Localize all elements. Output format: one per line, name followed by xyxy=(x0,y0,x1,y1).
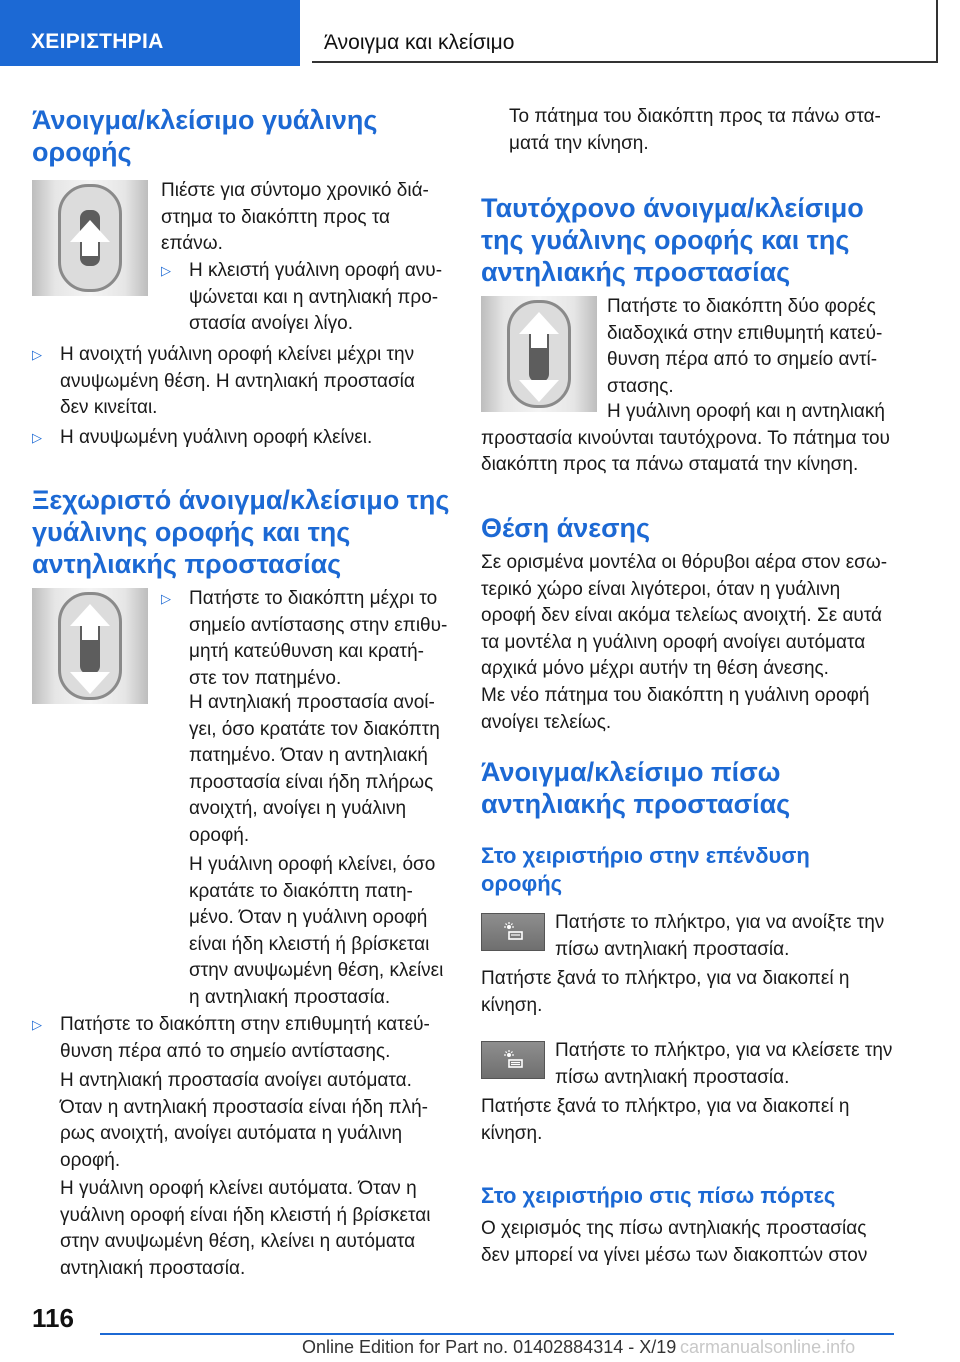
paragraph-rear-doors: Ο χειρισμός της πίσω αντηλιακής προστασίας δεν μπορεί να γίνει μέσω των διακοπτών στον xyxy=(481,1218,868,1266)
paragraph-press-again-fully-open: Με νέο πάτημα του διακόπτη η γυάλινη οροφή ανοίγει τελείως. xyxy=(481,685,870,733)
sunshade-close-icon xyxy=(502,1048,526,1072)
bullet-raised-roof-closes: Η ανυψωμένη γυάλινη οροφή κλείνει. xyxy=(60,427,373,448)
bullet-press-beyond-resistance: Πατήστε το διακόπτη στην επιθυμητή κατεύ- θυνση πέρα από το σημείο αντίστασης. xyxy=(60,1014,430,1062)
heading-simultaneous-open-close: Ταυτόχρονο άνοιγμα/κλείσιμο της γυάλινης οροφής και της αντηλιακής προστασίας xyxy=(481,193,864,287)
rear-sunshade-open-button-image xyxy=(481,913,545,951)
paragraph-press-again-stop-1: Πατήστε ξανά το πλήκτρο, για να διακοπεί η κίνηση. xyxy=(481,968,850,1016)
paragraph-glass-roof-auto-closes: Η γυάλινη οροφή κλείνει αυτόματα. Όταν η γυάλινη οροφή είναι ήδη κλειστή ή βρίσκεται στην ανυψωμένη θέση, κλείνει η αυτόματα αντηλιακή προστασία. xyxy=(60,1178,431,1279)
paragraph-press-twice: Πατήστε το διακόπτη δύο φορές διαδοχικά στην επιθυμητή κατεύ- θυνση πέρα από το σημείο αντί- στασης. xyxy=(607,296,883,397)
paragraph-sunshade-auto-opens: Η αντηλιακή προστασία ανοίγει αυτόματα. Όταν η αντηλιακή προστασία είναι ήδη πλή- ρως ανοιχτή, ανοίγει αυτόματα η γυάλινη οροφή. xyxy=(60,1070,428,1171)
heading-rear-sunshade: Άνοιγμα/κλείσιμο πίσω αντηλιακής προστασίας xyxy=(481,757,791,819)
bullet-press-to-resistance: Πατήστε το διακόπτη μέχρι το σημείο αντίστασης στην επιθυ- μητή κατεύθυνση και κρατή- στε τον πατημένο. xyxy=(189,588,448,689)
roof-switch-image-updown xyxy=(32,588,148,704)
paragraph-wind-noise: Σε ορισμένα μοντέλα οι θόρυβοι αέρα στον εσω- τερικό χώρο είναι λιγότεροι, όταν η γυάλινη οροφή δεν είναι ακόμα τελείως ανοιχτή. Σε αυτά τα μοντέλα η γυάλινη οροφή ανοίγει αυτόματα αρχικά μόνο μέχρι αυτήν τη θέση άνεσης. xyxy=(481,552,888,679)
section-header xyxy=(312,0,938,63)
footer-divider xyxy=(100,1333,894,1335)
paragraph-move-simultaneously: Η γυάλινη οροφή και η αντηλιακή προστασία κινούνται ταυτόχρονα. Το πάτημα του διακόπτη προς τα πάνω σταματά την κίνηση. xyxy=(481,401,890,475)
page-header xyxy=(0,0,960,66)
bullet-closed-roof-raises: Η κλειστή γυάλινη οροφή ανυ- ψώνεται και η αντηλιακή προ- στασία ανοίγει λίγο. xyxy=(189,260,443,334)
edition-info: Online Edition for Part no. 01402884314 - X/19 xyxy=(302,1337,677,1357)
paragraph-press-up-stops: Το πάτημα του διακόπτη προς τα πάνω στα- ματά την κίνηση. xyxy=(509,106,881,154)
heading-roof-control: Στο χειριστήριο στην επένδυση οροφής xyxy=(481,843,810,896)
chapter-tab xyxy=(0,0,300,66)
bullet-triangle-icon: ▷ xyxy=(161,591,171,606)
watermark: carmanualsonline.info xyxy=(680,1337,856,1357)
section-title: Άνοιγμα και κλείσιμο xyxy=(324,31,515,54)
sunshade-open-icon xyxy=(502,920,526,944)
paragraph-press-again-stop-2: Πατήστε ξανά το πλήκτρο, για να διακοπεί η κίνηση. xyxy=(481,1096,850,1144)
roof-switch-image-double xyxy=(481,296,597,412)
rear-sunshade-close-button-image xyxy=(481,1041,545,1079)
chapter-title: ΧΕΙΡΙΣΤΗΡΙΑ xyxy=(31,30,164,53)
paragraph-glass-roof-closes: Η γυάλινη οροφή κλείνει, όσο κρατάτε το διακόπτη πατη- μένο. Όταν η γυάλινη οροφή είναι ήδη κλειστή ή βρίσκεται στην ανυψωμένη θέση, κλείνει η αντηλιακή προστασία. xyxy=(189,854,444,1008)
page-number: 116 xyxy=(32,1303,74,1333)
paragraph-press-briefly: Πιέστε για σύντομο χρονικό διά- στημα το διακόπτη προς τα επάνω. xyxy=(161,180,429,254)
bullet-open-roof-closes: Η ανοιχτή γυάλινη οροφή κλείνει μέχρι την ανυψωμένη θέση. Η αντηλιακή προστασία δεν κινείται. xyxy=(60,344,415,418)
heading-open-close-glass-roof: Άνοιγμα/κλείσιμο γυάλινης οροφής xyxy=(32,105,378,167)
heading-separate-open-close: Ξεχωριστό άνοιγμα/κλείσιμο της γυάλινης οροφής και της αντηλιακής προστασίας xyxy=(32,485,450,579)
bullet-triangle-icon: ▷ xyxy=(32,1017,42,1032)
bullet-triangle-icon: ▷ xyxy=(161,263,171,278)
paragraph-press-to-close-rear: Πατήστε το πλήκτρο, για να κλείσετε την πίσω αντηλιακή προστασία. xyxy=(555,1040,893,1088)
paragraph-sunshade-opens: Η αντηλιακή προστασία ανοί- γει, όσο κρατάτε τον διακόπτη πατημένο. Όταν η αντηλιακή προστασία είναι ήδη πλήρως ανοιχτή, ανοίγει η γυάλινη οροφή. xyxy=(189,692,440,846)
bullet-triangle-icon: ▷ xyxy=(32,430,42,445)
roof-switch-image xyxy=(32,180,148,296)
heading-rear-doors-control: Στο χειριστήριο στις πίσω πόρτες xyxy=(481,1183,836,1208)
heading-comfort-position: Θέση άνεσης xyxy=(481,513,651,543)
paragraph-press-to-open-rear: Πατήστε το πλήκτρο, για να ανοίξτε την πίσω αντηλιακή προστασία. xyxy=(555,912,885,960)
bullet-triangle-icon: ▷ xyxy=(32,347,42,362)
